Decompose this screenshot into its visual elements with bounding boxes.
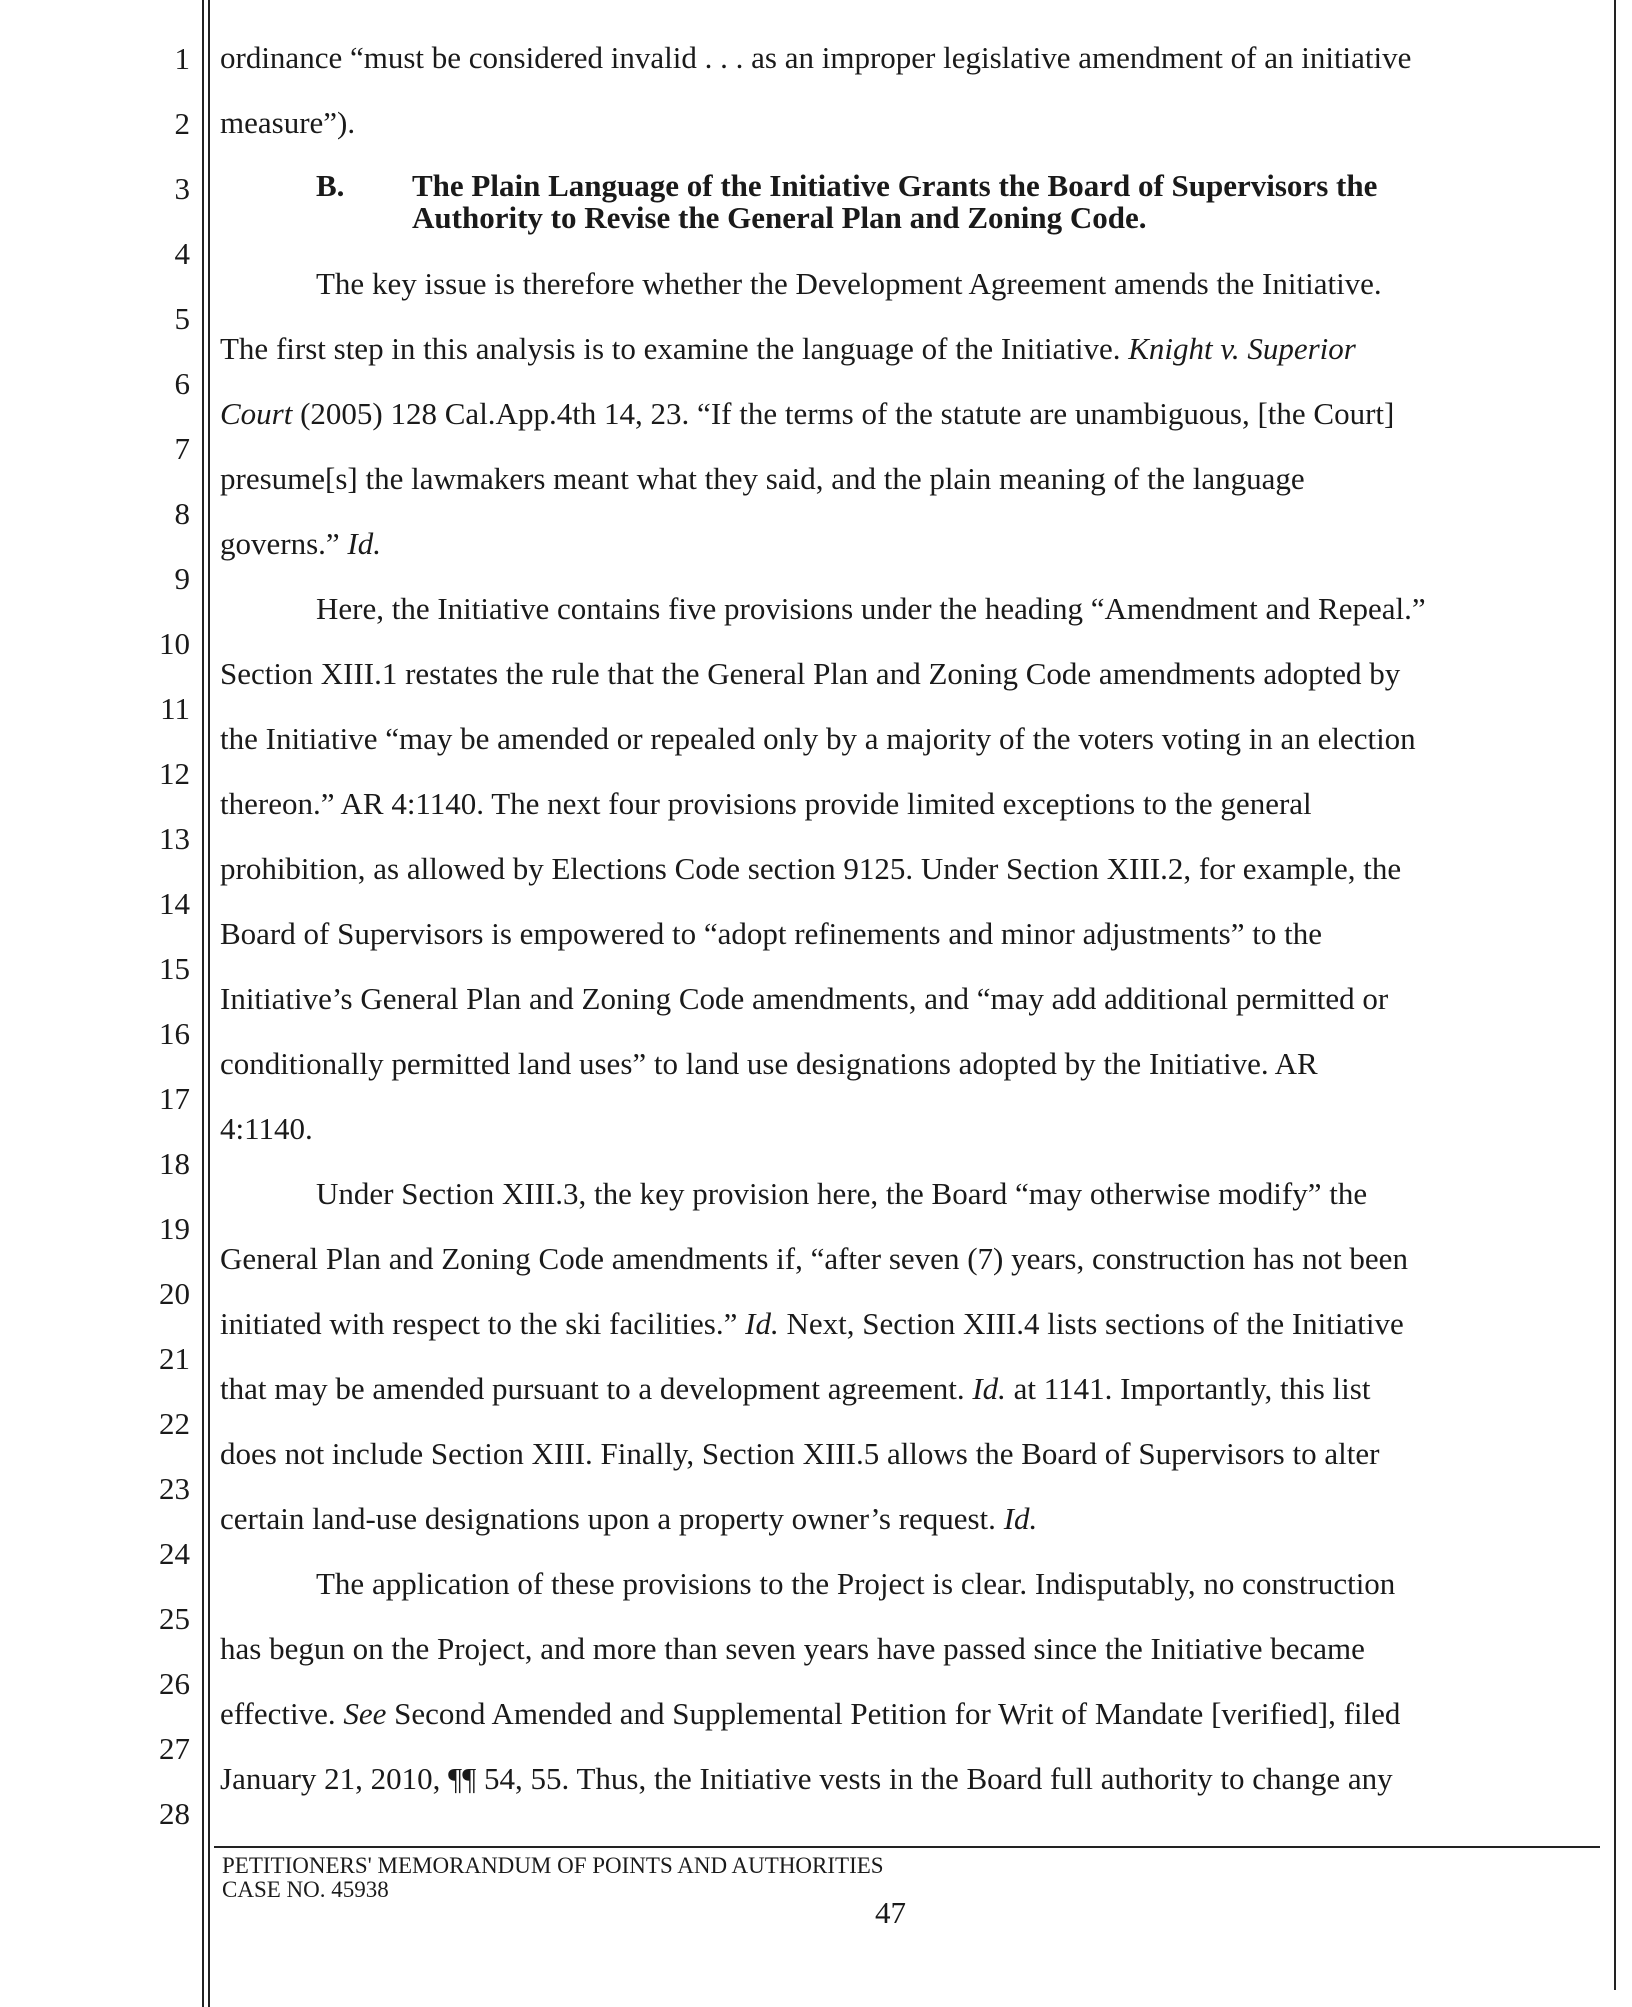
line-number: 1 [174,41,190,76]
text-line: Section XIII.1 restates the rule that the General Plan and Zoning Code amendments adopted by [220,656,1401,691]
line-number: 4 [174,236,190,271]
page-number: 47 [875,1895,906,1930]
text-line: 4:1140. [220,1111,313,1146]
line-number: 12 [159,756,190,791]
text-line: Initiative’s General Plan and Zoning Code amendments, and “may add additional permitted or [220,981,1389,1016]
left-margin-rule-inner [208,0,210,2007]
citation: Id. [972,1371,1006,1406]
line-number: 6 [174,366,190,401]
text-line: The first step in this analysis is to examine the language of the Initiative. Knight v. Superior [220,331,1356,366]
line-number: 15 [159,951,190,986]
line-number: 21 [159,1341,190,1376]
citation: Id. [347,526,381,561]
text-line: the Initiative “may be amended or repealed only by a majority of the voters voting in an election [220,721,1416,756]
footer-rule [214,1846,1600,1848]
line-number: 9 [174,561,190,596]
text-line: conditionally permitted land uses” to land use designations adopted by the Initiative. AR [220,1046,1318,1081]
line-number: 26 [159,1666,190,1701]
text-line: thereon.” AR 4:1140. The next four provisions provide limited exceptions to the general [220,786,1312,821]
left-margin-rule-outer [202,0,204,2007]
citation-signal: See [343,1696,387,1731]
line-number: 7 [174,431,190,466]
text-line: measure”). [220,105,356,140]
text-line: that may be amended pursuant to a development agreement. Id. at 1141. Importantly, this list [220,1371,1371,1406]
text-line: Board of Supervisors is empowered to “adopt refinements and minor adjustments” to the [220,916,1322,951]
line-number: 3 [174,171,190,206]
text-line: initiated with respect to the ski facilities.” Id. Next, Section XIII.4 lists sections of the Initiative [220,1306,1404,1341]
line-number: 20 [159,1276,190,1311]
line-number: 25 [159,1601,190,1636]
footer-title: PETITIONERS' MEMORANDUM OF POINTS AND AUTHORITIES [222,1853,884,1878]
text-line: General Plan and Zoning Code amendments if, “after seven (7) years, construction has not been [220,1241,1408,1276]
text-line: January 21, 2010, ¶¶ 54, 55. Thus, the Initiative vests in the Board full authority to change any [220,1761,1393,1796]
text-line: does not include Section XIII. Finally, Section XIII.5 allows the Board of Supervisors to alter [220,1436,1380,1471]
line-number: 16 [159,1016,190,1051]
text-line: effective. See Second Amended and Supplemental Petition for Writ of Mandate [verified], filed [220,1696,1401,1731]
line-number: 13 [159,821,190,856]
case-citation: Knight v. Superior [1128,331,1356,366]
case-citation: Court [220,396,293,431]
text-line: ordinance “must be considered invalid . . . as an improper legislative amendment of an initiative [220,40,1412,75]
line-number: 23 [159,1471,190,1506]
text-line: Court (2005) 128 Cal.App.4th 14, 23. “If the terms of the statute are unambiguous, [the Court] [220,396,1395,431]
heading-letter: B. [316,168,345,203]
line-number: 8 [174,496,190,531]
line-number: 10 [159,626,190,661]
line-number: 18 [159,1146,190,1181]
text-line: presume[s] the lawmakers meant what they said, and the plain meaning of the language [220,461,1305,496]
line-number: 2 [174,106,190,141]
line-number: 28 [159,1796,190,1831]
line-number: 17 [159,1081,190,1116]
line-number: 5 [174,301,190,336]
text-line: Here, the Initiative contains five provisions under the heading “Amendment and Repeal.” [316,591,1426,626]
heading-line: The Plain Language of the Initiative Grants the Board of Supervisors the [412,168,1378,203]
footer-case-number: CASE NO. 45938 [222,1877,389,1902]
text-line: Under Section XIII.3, the key provision here, the Board “may otherwise modify” the [316,1176,1368,1211]
text-line: certain land-use designations upon a property owner’s request. Id. [220,1501,1038,1536]
text-line: governs.” Id. [220,526,381,561]
heading-line: Authority to Revise the General Plan and Zoning Code. [412,200,1147,235]
text-line: The key issue is therefore whether the Development Agreement amends the Initiative. [316,266,1382,301]
line-number: 24 [159,1536,190,1571]
citation: Id. [1003,1501,1038,1536]
line-number: 27 [159,1731,190,1766]
text-line: has begun on the Project, and more than seven years have passed since the Initiative became [220,1631,1365,1666]
citation: Id. [745,1306,779,1341]
text-line: The application of these provisions to the Project is clear. Indisputably, no construction [316,1566,1396,1601]
text-line: prohibition, as allowed by Elections Code section 9125. Under Section XIII.2, for example, the [220,851,1402,886]
line-number: 11 [160,691,190,726]
right-margin-rule [1614,0,1616,1990]
line-number: 22 [159,1406,190,1441]
line-number: 14 [159,886,190,921]
line-number: 19 [159,1211,190,1246]
